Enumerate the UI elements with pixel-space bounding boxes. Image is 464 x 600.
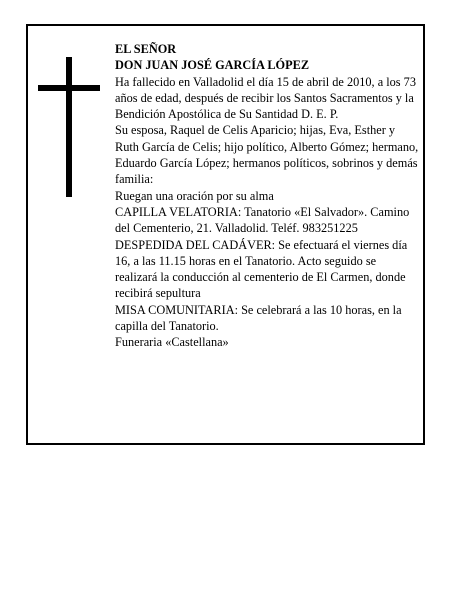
mass-info: MISA COMUNITARIA: Se celebrará a las 10 horas, en la capilla del Tanatorio.: [115, 302, 402, 334]
cross-horizontal-bar: [38, 85, 100, 91]
notice-heading: EL SEÑOR: [115, 42, 177, 56]
family-list: Su esposa, Raquel de Celis Aparicio; hijas, Eva, Esther y Ruth García de Celis; hijo político, Alberto Gómez; hermano, Eduardo García López; hermanos políticos, sobrinos y demás familia:: [115, 123, 419, 187]
farewell-info: DESPEDIDA DEL CADÁVER: Se efectuará el viernes día 16, a las 11.15 horas en el Tanatorio. Acto seguido se realizará la conducción al cementerio de El Carmen, donde recibirá sepultura: [115, 237, 408, 301]
death-announcement: Ha fallecido en Valladolid el día 15 de abril de 2010, a los 73 años de edad, después de recibir los Santos Sacramentos y la Bendición Apostólica de Su Santidad D. E. P.: [115, 74, 416, 122]
cross-vertical-bar: [66, 57, 72, 197]
prayer-request: Ruegan una oración por su alma: [115, 188, 274, 203]
wake-chapel-info: CAPILLA VELATORIA: Tanatorio «El Salvador». Camino del Cementerio, 21. Valladolid. Teléf. 983251225: [115, 204, 410, 236]
funeral-home: Funeraria «Castellana»: [115, 335, 229, 350]
deceased-name: DON JUAN JOSÉ GARCÍA LÓPEZ: [115, 58, 310, 73]
notice-content: [115, 41, 421, 351]
obituary-notice: [26, 24, 425, 445]
